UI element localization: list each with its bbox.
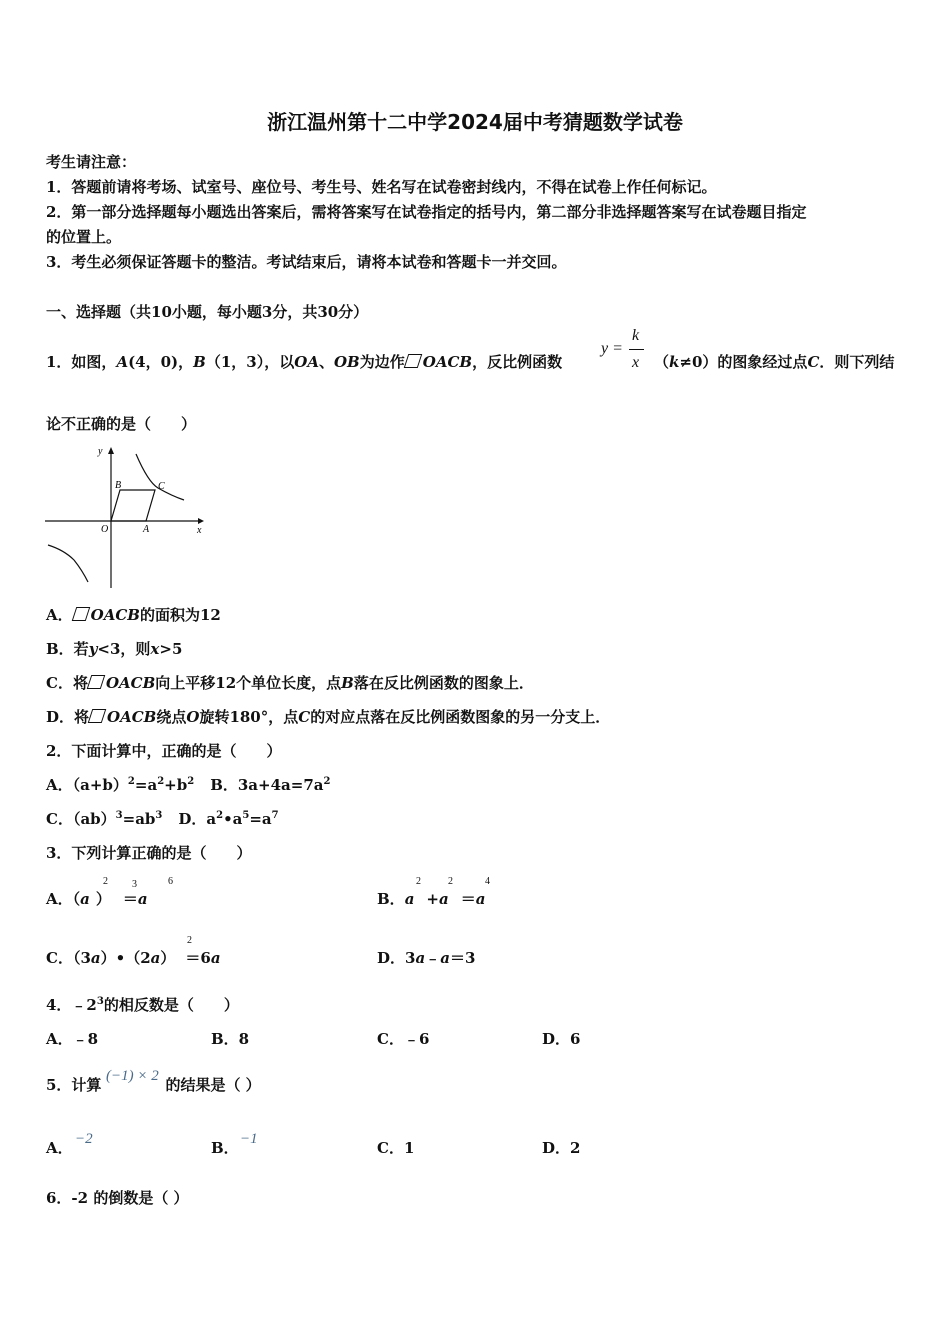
q4-option-c[interactable]: C．﹣6 — [377, 1030, 430, 1048]
q2-options-cd[interactable]: C．$(ab)^3=ab^3$ D．$a^2•a^5=a^7$ — [46, 810, 279, 828]
q4-option-d[interactable]: D．6 — [542, 1030, 581, 1048]
q3-c-exp-1: 2 — [187, 935, 192, 946]
parallelogram-icon — [403, 354, 422, 368]
x-axis-arrow — [198, 518, 204, 524]
q5-option-a[interactable]: A． — [46, 1139, 73, 1157]
label-x: x — [197, 525, 202, 536]
q3-stem: 3．下列计算正确的是（ ） — [46, 844, 252, 862]
page-title: 浙江温州第十二中学2024届中考猜题数学试卷 — [267, 110, 683, 134]
q5-option-b-value: −1 — [240, 1131, 258, 1147]
notice-item-2: 2．第一部分选择题每小题选出答案后，需将答案写在试卷指定的括号内，第二部分非选择题答案写在试卷题目指定 — [46, 203, 807, 221]
label-y: y — [98, 446, 103, 457]
parallelogram-icon — [71, 607, 90, 621]
q5-stem: 5．计算 的结果是（ ） — [46, 1076, 261, 1094]
q3-option-b[interactable]: B．a +a ＝a — [377, 890, 486, 908]
q4-option-a[interactable]: A．﹣8 — [46, 1030, 99, 1048]
q1-stem-tail: （k≠0）的图象经过点C．则下列结 — [654, 353, 895, 371]
notice-item-1: 1．答题前请将考场、试室号、座位号、考生号、姓名写在试卷密封线内，不得在试卷上作任何标记。 — [46, 178, 717, 196]
label-c: C — [158, 481, 165, 492]
q5-option-b[interactable]: B． — [211, 1139, 239, 1157]
q3-option-a[interactable]: A．（a ） ＝a — [46, 890, 148, 908]
q3-a-exp-1: 2 — [103, 876, 108, 887]
q3-b-exp-2: 2 — [448, 876, 453, 887]
q4-option-b[interactable]: B．8 — [211, 1030, 250, 1048]
parallelogram-icon — [88, 709, 107, 723]
notice-item-2-cont: 的位置上。 — [46, 228, 122, 246]
q2-options-ab[interactable]: A．$(a+b)^2=a^2+b^2$ B．$3a+4a=7a^2$ — [46, 776, 331, 794]
q1-formula-k: k — [632, 327, 640, 344]
q1-option-b[interactable]: B．若y<3，则x>5 — [46, 640, 183, 658]
q3-option-c[interactable]: C．（3a）•（2a） ＝6a — [46, 949, 221, 967]
hyperbola-branch-2 — [48, 545, 88, 582]
label-b: B — [115, 480, 122, 491]
parallelogram-oacb — [111, 490, 155, 521]
q1-option-a[interactable]: A． OACB的面积为12 — [46, 606, 221, 624]
q1-stem-line2: 论不正确的是（ ） — [46, 415, 197, 433]
q4-stem: 4．$﹣2^3$的相反数是（ ） — [46, 996, 239, 1014]
notice-heading: 考生请注意： — [46, 153, 137, 171]
q1-formula-y: y = — [601, 340, 623, 357]
q5-option-d[interactable]: D．2 — [542, 1139, 581, 1157]
q6-stem: 6．-2 的倒数是（ ） — [46, 1189, 189, 1207]
section-heading: 一、选择题（共10小题，每小题3分，共30分） — [46, 303, 369, 321]
hyperbola-branch-1 — [136, 454, 184, 500]
q1-fraction-bar — [629, 349, 644, 350]
q3-a-exp-3: 6 — [168, 876, 173, 887]
y-axis-arrow — [108, 447, 114, 454]
q1-formula-x: x — [632, 354, 640, 371]
q1-stem: 1．如图，A(4，0)，B（1，3），以OA、OB为边作 OACB，反比例函数 — [46, 353, 563, 371]
q3-option-d[interactable]: D．3a﹣a＝3 — [377, 949, 476, 967]
q1-option-c[interactable]: C．将 OACB向上平移12个单位长度，点B落在反比例函数的图象上． — [46, 674, 534, 692]
parallelogram-icon — [87, 675, 106, 689]
q3-a-exp-2: 3 — [132, 879, 137, 890]
q3-b-exp-1: 2 — [416, 876, 421, 887]
label-a: A — [143, 524, 150, 535]
label-o: O — [101, 524, 109, 535]
q5-option-a-value: −2 — [75, 1131, 93, 1147]
q5-expression: (−1) × 2 — [106, 1068, 159, 1084]
q3-b-exp-3: 4 — [485, 876, 490, 887]
q1-graph — [40, 442, 210, 592]
q1-option-d[interactable]: D．将 OACB绕点O旋转180°，点C的对应点落在反比例函数图象的另一分支上． — [46, 708, 611, 726]
q2-stem: 2．下面计算中，正确的是（ ） — [46, 742, 282, 760]
q5-option-c[interactable]: C．1 — [377, 1139, 415, 1157]
notice-item-3: 3．考生必须保证答题卡的整洁。考试结束后，请将本试卷和答题卡一并交回。 — [46, 253, 567, 271]
